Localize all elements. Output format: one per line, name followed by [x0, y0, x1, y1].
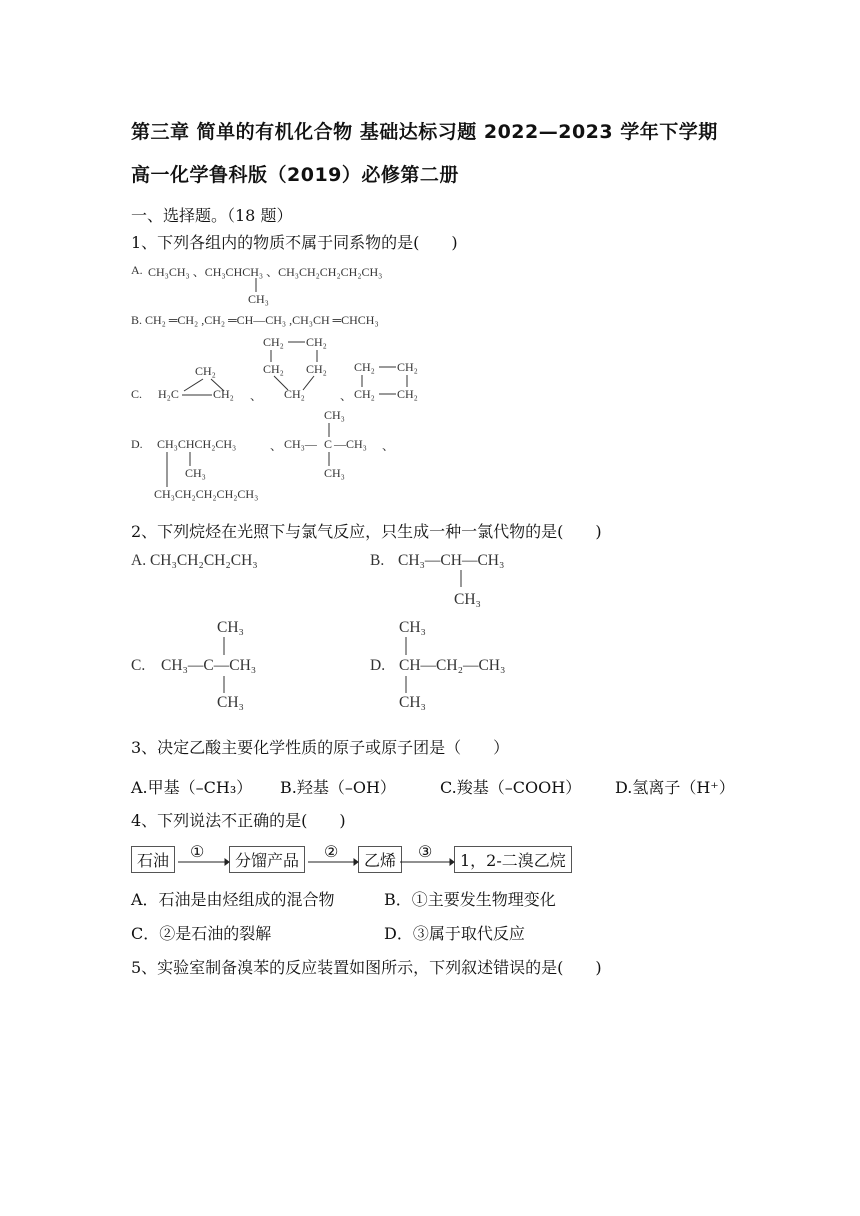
cyclopropane-top: CH₂ [195, 364, 216, 378]
q2-option-b-main: CH₃—CH—CH₃ [398, 552, 505, 569]
q2-option-a: A. CH₃CH₂CH₂CH₃ [131, 552, 258, 569]
flow-box-fraction-products: 分馏产品 [229, 846, 305, 873]
question-5-stem: 5、实验室制备溴苯的反应装置如图所示，下列叙述错误的是( ) [131, 958, 602, 977]
q1-d-molecule-2-left: CH₃— [284, 437, 317, 451]
question-3-stem: 3、决定乙酸主要化学性质的原子或原子团是（ ） [131, 738, 510, 757]
q1-d-molecule-2-center: C [324, 437, 333, 451]
q1-option-b: B. CH₂ ═CH₂ ,CH₂ ═CH—CH₃ ,CH₃CH ═CHCH₃ [131, 313, 379, 327]
q2-option-d-main: CH—CH₂—CH₃ [399, 657, 506, 674]
q1-d-molecule-1-main: CH₃CHCH₂CH₃ [157, 437, 237, 451]
q3-option-d: D.氢离子（H⁺） [615, 778, 735, 797]
flow-step-1: ① [190, 842, 205, 861]
q1-c-separator-1: 、 [250, 389, 263, 403]
title-line-2: 高一化学鲁科版（2019）必修第二册 [131, 164, 459, 186]
cyclobutane-top-left: CH₂ [354, 360, 375, 374]
q1-d-separator-1: 、 [270, 439, 283, 453]
q1-option-c-label: C. [131, 387, 143, 401]
flow-step-2: ② [324, 842, 339, 861]
q1-d-separator-2: 、 [382, 439, 395, 453]
cyclopentane-top-left: CH₂ [263, 335, 284, 349]
question-1-stem: 1、下列各组内的物质不属于同系物的是( ) [131, 233, 458, 252]
cyclopropane-right: CH₂ [213, 387, 234, 401]
cyclopropane-left: H₂C [158, 387, 179, 401]
q2-option-b-branch: CH₃ [454, 591, 481, 608]
q2-option-d-top: CH₃ [399, 619, 426, 636]
q2-option-c-bottom: CH₃ [217, 694, 244, 711]
q1-d-molecule-2-top: CH₃ [324, 408, 345, 422]
q1-option-d-label: D. [131, 437, 143, 451]
question-4-stem: 4、下列说法不正确的是( ) [131, 811, 346, 830]
q1-d-molecule-2-bottom: CH₃ [324, 466, 345, 480]
q3-option-c: C.羧基（–COOH） [440, 778, 582, 797]
q3-option-a: A.甲基（–CH₃） [131, 778, 253, 797]
cyclopentane-bottom: CH₂ [284, 387, 305, 401]
q1-option-a-main: CH₃CH₃ 、CH₃CHCH₃ 、CH₃CH₂CH₂CH₂CH₃ [148, 265, 383, 279]
flow-step-3: ③ [418, 842, 433, 861]
q2-option-c-label: C. [131, 657, 146, 674]
flow-box-ethylene: 乙烯 [358, 846, 402, 873]
cyclopentane-mid-left: CH₂ [263, 362, 284, 376]
q1-c-separator-2: 、 [340, 389, 353, 403]
q4-option-d: D．③属于取代反应 [384, 924, 525, 943]
question-2-stem: 2、下列烷烃在光照下与氯气反应，只生成一种一氯代物的是( ) [131, 522, 602, 541]
cyclobutane-top-right: CH₂ [397, 360, 418, 374]
q1-d-molecule-2-right: —CH₃ [334, 437, 367, 451]
q2-option-b-label: B. [370, 552, 385, 569]
flow-box-dibromoethane: 1，2-二溴乙烷 [454, 846, 572, 873]
cyclobutane-bottom-left: CH₂ [354, 387, 375, 401]
q4-option-c: C．②是石油的裂解 [131, 924, 272, 943]
q2-option-c-main: CH₃—C—CH₃ [161, 657, 257, 674]
q2-option-c-top: CH₃ [217, 619, 244, 636]
q1-d-molecule-1-branch: CH₃ [185, 466, 206, 480]
q1-option-a-branch: CH₃ [248, 292, 269, 306]
q2-option-d-label: D. [370, 657, 386, 674]
q2-option-d-bottom: CH₃ [399, 694, 426, 711]
q4-option-b: B．①主要发生物理变化 [384, 890, 556, 909]
cyclopentane-top-right: CH₂ [306, 335, 327, 349]
flow-box-petroleum: 石油 [131, 846, 175, 873]
cyclopentane-mid-right: CH₂ [306, 362, 327, 376]
q3-option-b: B.羟基（–OH） [280, 778, 396, 797]
q1-d-molecule-3: CH₃CH₂CH₂CH₂CH₃ [154, 487, 259, 501]
title-line-1: 第三章 简单的有机化合物 基础达标习题 2022—2023 学年下学期 [131, 121, 718, 143]
cyclobutane-bottom-right: CH₂ [397, 387, 418, 401]
section-heading: 一、选择题。（18 题） [131, 206, 293, 225]
q4-option-a: A．石油是由烃组成的混合物 [131, 890, 335, 909]
q1-option-a-label: A. [131, 263, 143, 277]
